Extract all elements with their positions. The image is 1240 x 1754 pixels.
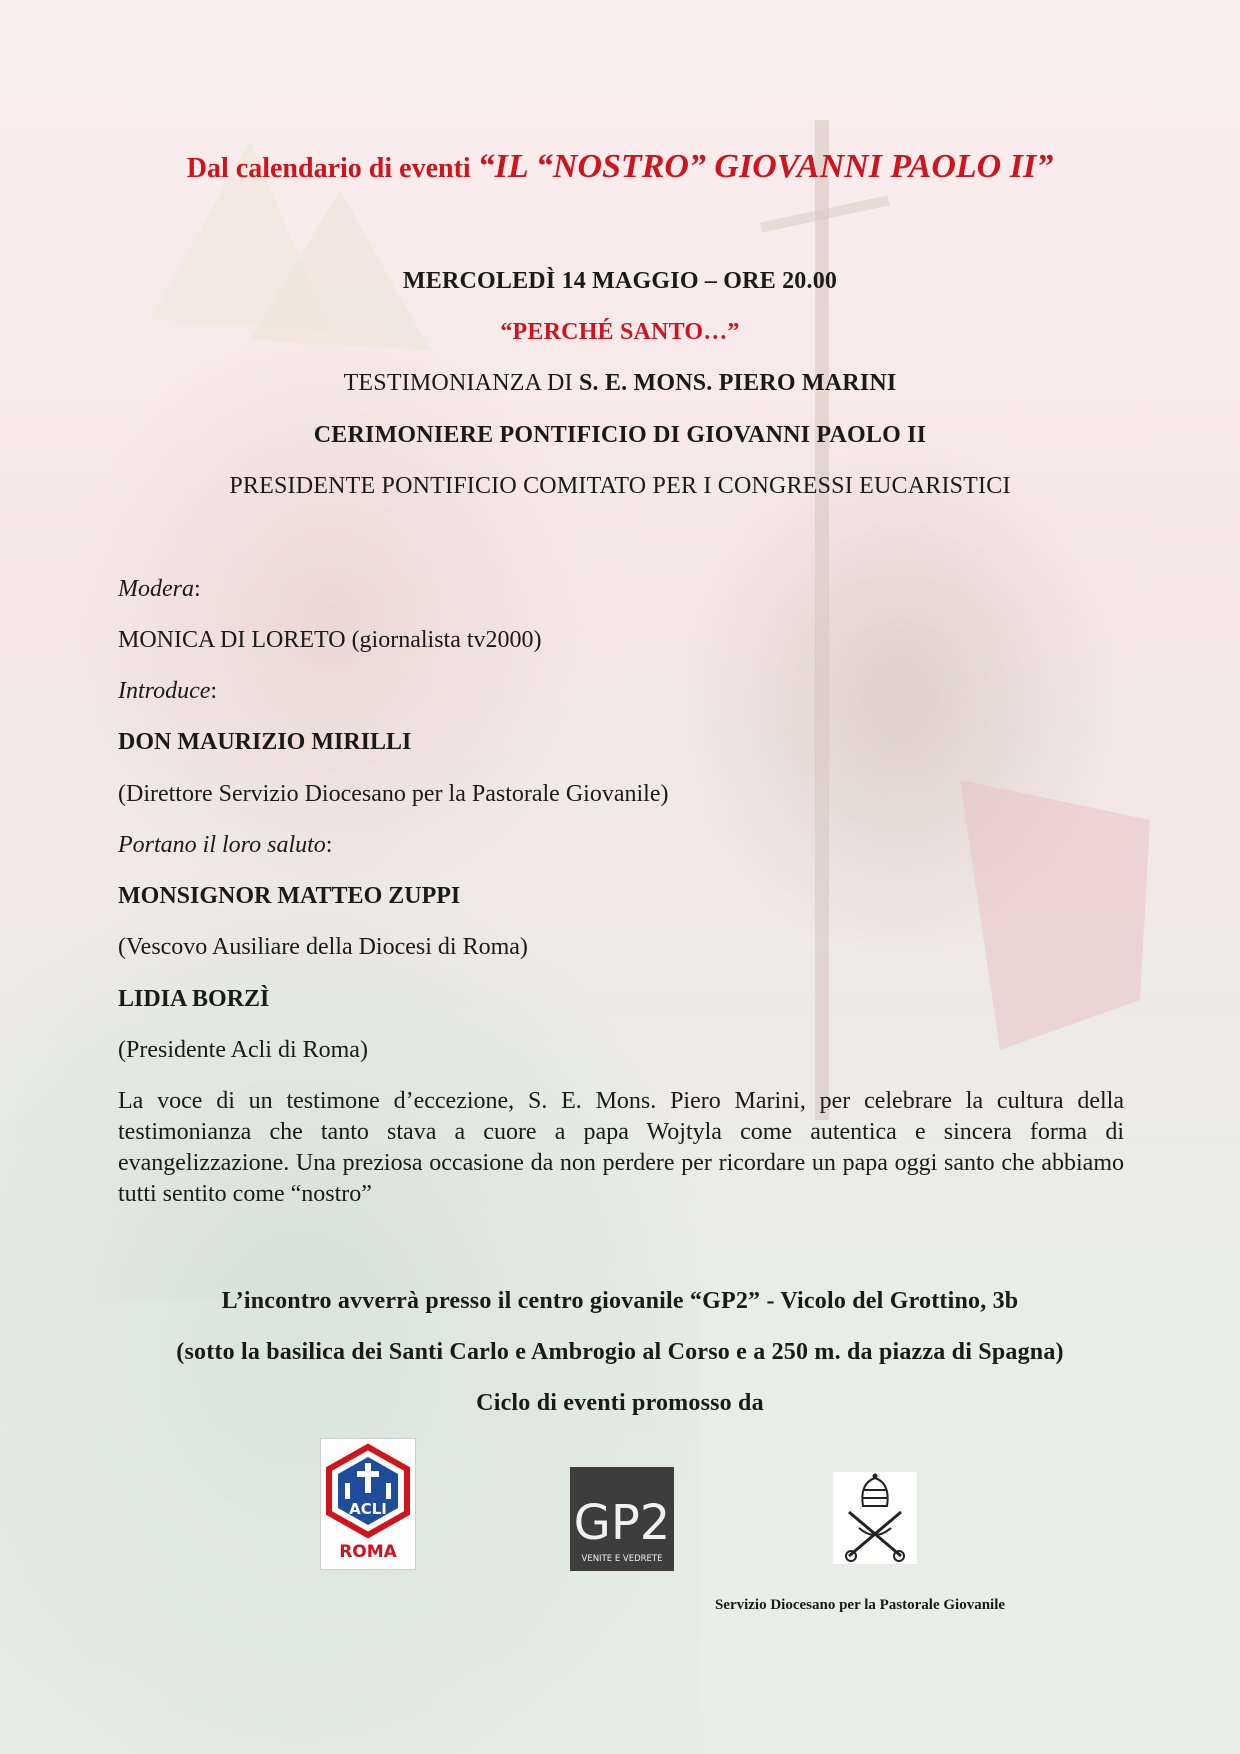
acli-emblem-icon [321,1439,415,1569]
promoted-by: Ciclo di eventi promosso da [476,1390,764,1416]
event-series-title [0,148,1240,186]
svg-text:ACLI: ACLI [349,1500,387,1518]
acli-roma-logo [320,1438,416,1570]
title-lead: Dal calendario di eventi [186,153,478,184]
title-series: “IL “NOSTRO” GIOVANNI PAOLO II” [477,148,1054,185]
gp2-emblem-icon [570,1467,674,1571]
greeter-1-name: MONSIGNOR MATTEO ZUPPI [118,883,461,909]
witness-role-2: PRESIDENTE PONTIFICIO COMITATO PER I CONGRESSI EUCARISTICI [229,473,1011,499]
svg-text:ROMA: ROMA [339,1542,397,1562]
venue-line-2: (sotto la basilica dei Santi Carlo e Ambrogio al Corso e a 250 m. da piazza di Spagna) [176,1339,1064,1365]
introducer-name: DON MAURIZIO MIRILLI [118,729,412,755]
gp2-logo [570,1467,674,1571]
greeter-1-role: (Vescovo Ausiliare della Diocesi di Roma) [118,934,528,960]
footer-organization: Servizio Diocesano per la Pastorale Giovanile [714,1597,1006,1613]
moderator [118,627,1128,654]
moderator-name: MONICA DI LORETO [118,627,346,653]
venue-line-1: L’incontro avverrà presso il centro giovanile “GP2” - Vicolo del Grottino, 3b [221,1288,1019,1314]
moderator-role: (giornalista tv2000) [345,627,542,653]
svg-text:VENITE E VEDRETE: VENITE E VEDRETE [581,1554,663,1564]
event-topic: “PERCHÉ SANTO…” [500,319,740,345]
witness-prefix: TESTIMONIANZA DI [343,370,579,396]
greeter-2-name: LIDIA BORZÌ [118,986,270,1012]
introducer-label: Introduce: [118,678,218,704]
moderator-label: Modera: [118,576,201,602]
introducer-role: (Direttore Servizio Diocesano per la Pastorale Giovanile) [118,781,669,807]
papal-coat-of-arms-icon [833,1472,917,1564]
greet-label: Portano il loro saluto: [118,832,333,858]
event-datetime: MERCOLEDÌ 14 MAGGIO – ORE 20.00 [402,268,838,294]
event-description: La voce di un testimone d’eccezione, S. E. Mons. Piero Marini, per celebrare la cultura della testimonianza che tanto stava a cuore a papa Wojtyla come autentica e sincera forma di evangelizzazione. Una preziosa occasione da non perdere per ricordare un papa oggi santo che abbiamo tutti sentito come “nostro” [118,1088,1124,1207]
greeter-2-role: (Presidente Acli di Roma) [118,1037,368,1063]
witness-name: S. E. MONS. PIERO MARINI [578,370,897,396]
svg-text:GP2: GP2 [573,1495,671,1551]
event-witness [0,370,1240,397]
witness-role-1: CERIMONIERE PONTIFICIO DI GIOVANNI PAOLO II [313,422,927,448]
